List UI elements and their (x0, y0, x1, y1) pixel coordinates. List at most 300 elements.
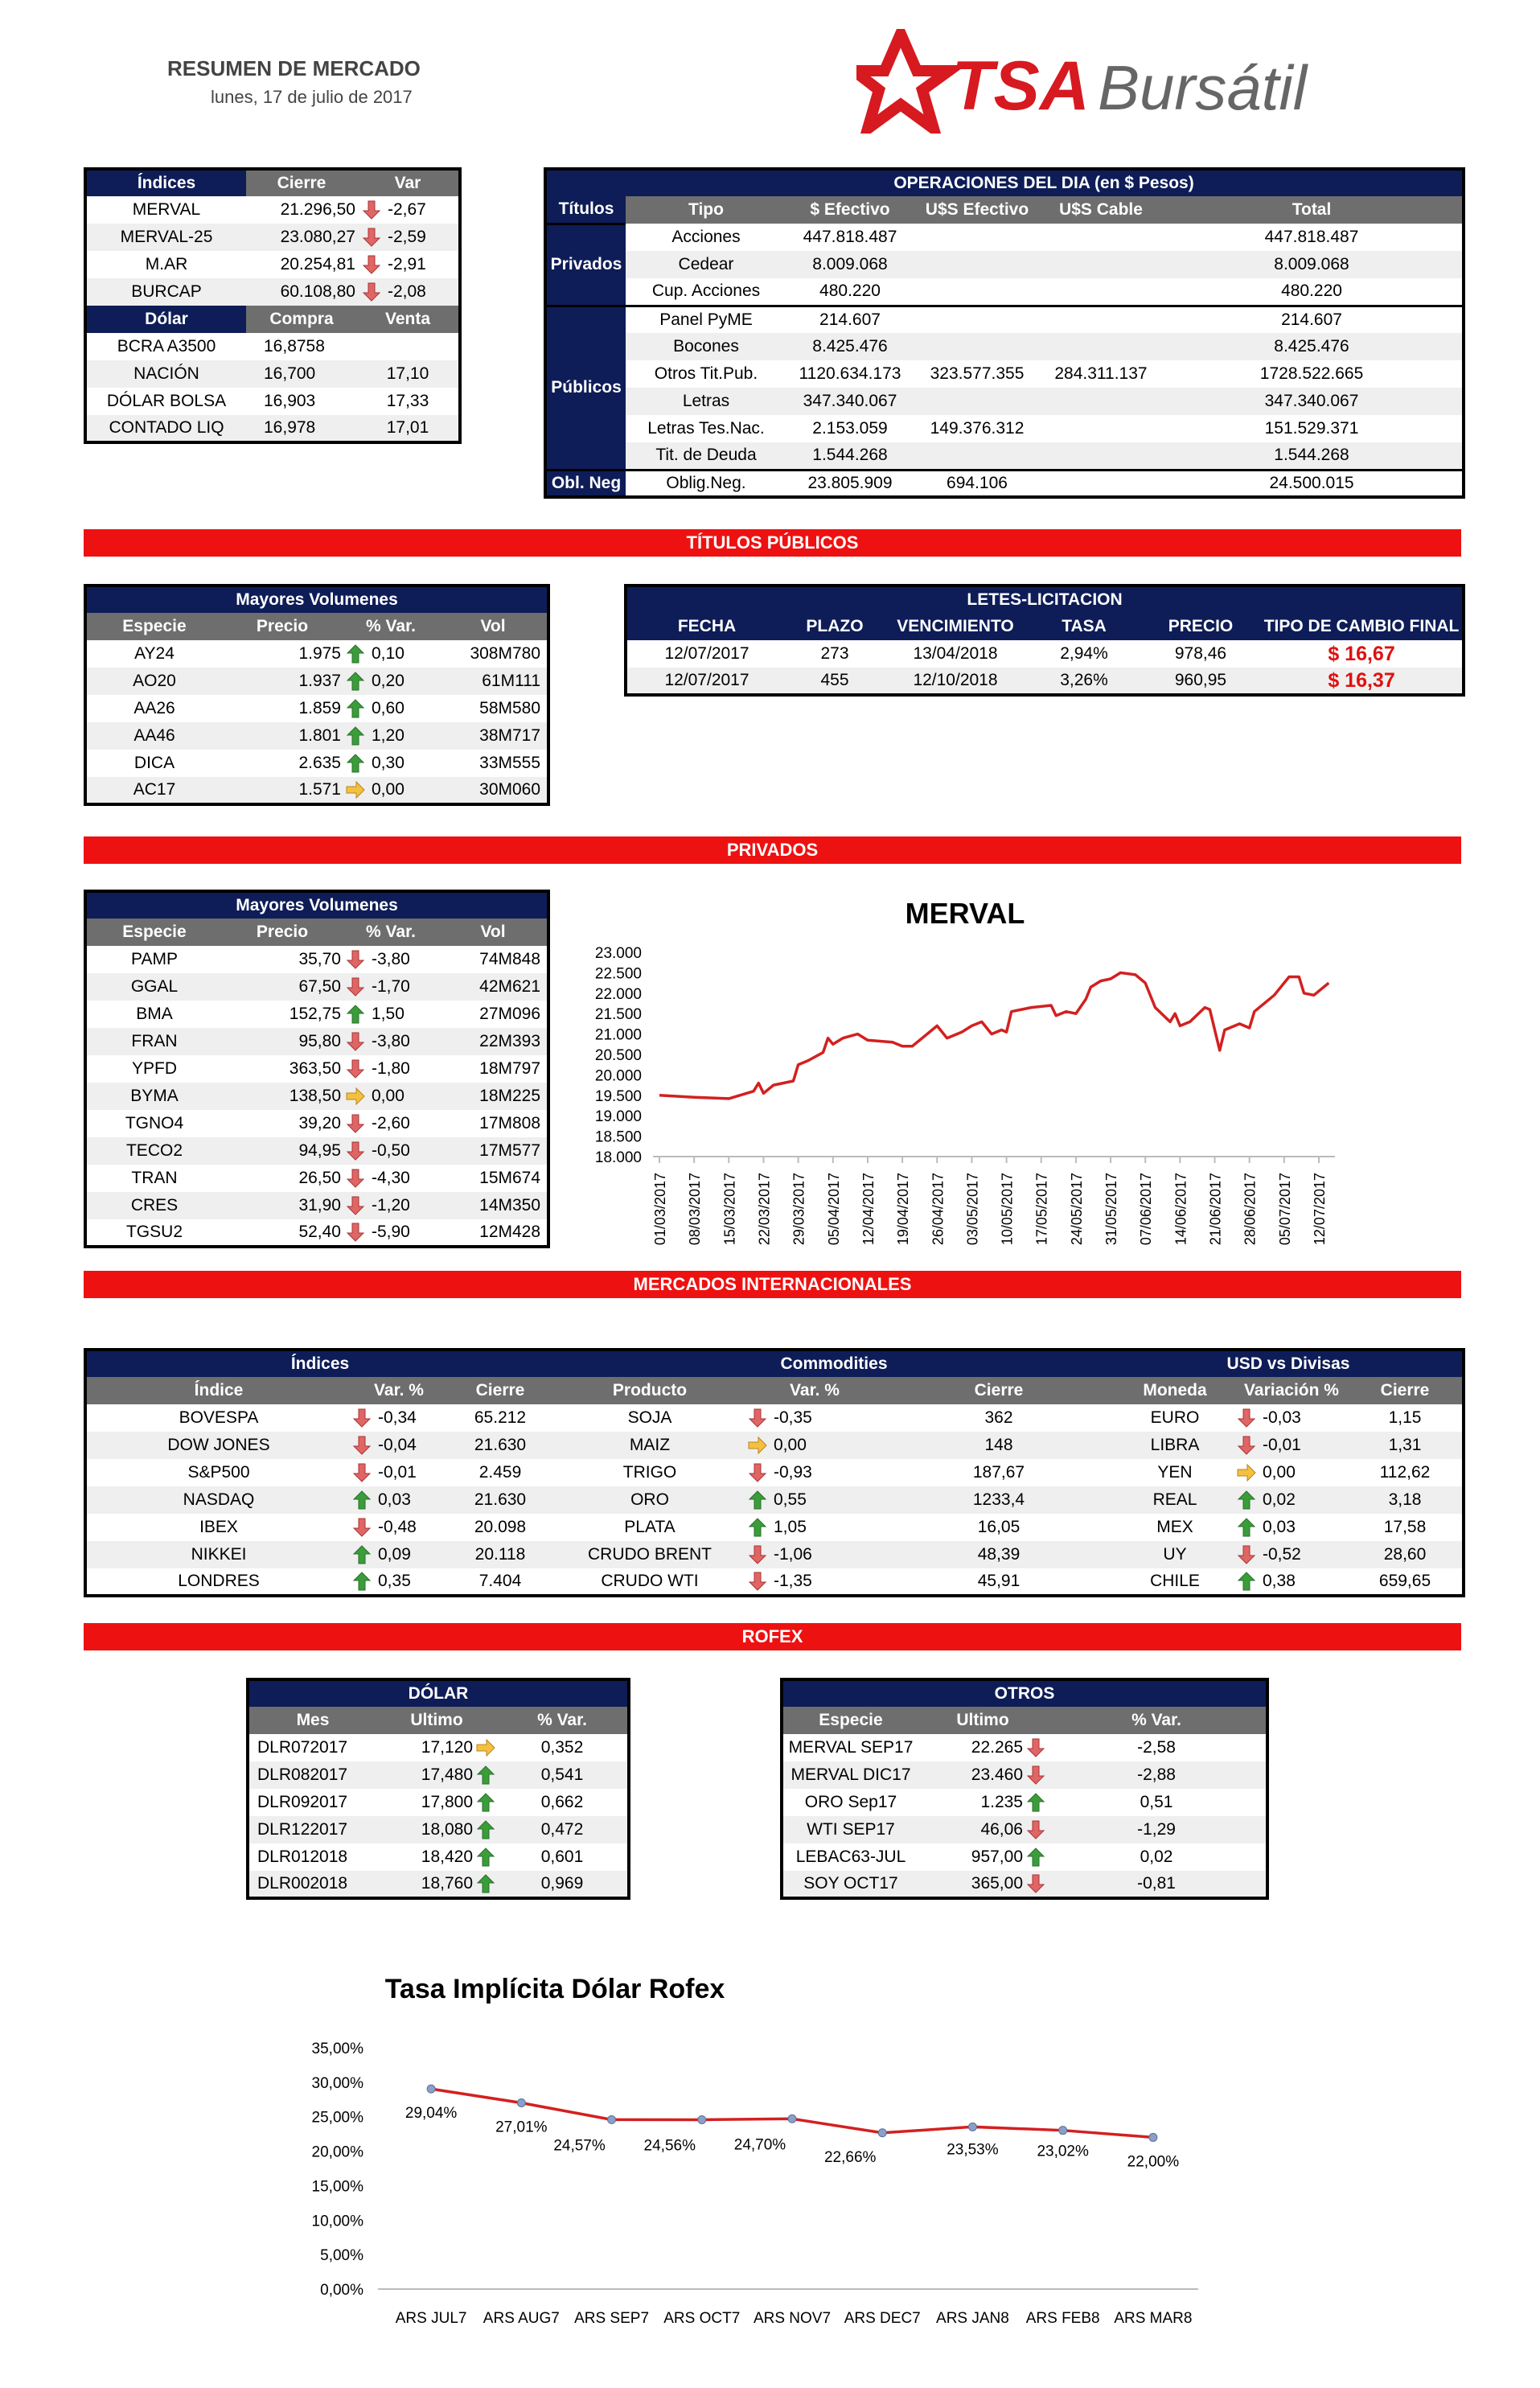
operaciones-row (545, 470, 1464, 497)
rofex-especie (782, 1843, 918, 1871)
precio (222, 777, 343, 804)
internacionales-row (85, 1459, 1464, 1486)
y-tick-label: 20.500 (594, 1047, 642, 1064)
especie-text: YPFD (131, 1059, 177, 1078)
moneda-name-text: YEN (1157, 1463, 1193, 1482)
x-tick-label: 21/06/2017 (1207, 1173, 1224, 1246)
operaciones-row (545, 388, 1464, 415)
operacion-tipo (626, 278, 786, 306)
column-header (1140, 613, 1261, 640)
y-tick-label: 15,00% (311, 2178, 363, 2196)
operacion-usd-cable (1041, 251, 1161, 278)
column-header-text: Ultimo (956, 1711, 1009, 1729)
precio (222, 1137, 343, 1165)
tasa-point (788, 2115, 796, 2123)
variacion (343, 1055, 439, 1083)
column-header (248, 1707, 376, 1734)
producto-var (746, 1568, 883, 1596)
indice-var-text: -0,01 (378, 1462, 417, 1482)
indice-name-text: IBEX (199, 1518, 238, 1536)
variacion (343, 1137, 439, 1165)
operacion-efectivo (786, 442, 914, 470)
x-tick-label: ARS AUG7 (483, 2310, 560, 2327)
column-header-text: Índices (137, 174, 196, 192)
rofex-ultimo (918, 1761, 1047, 1789)
tsa-star-icon (856, 29, 1355, 134)
tasa-point (968, 2123, 976, 2131)
operacion-total (1161, 388, 1464, 415)
x-tick-label: ARS DEC7 (844, 2310, 921, 2327)
indice-name (85, 1486, 351, 1514)
arrow-down-icon (346, 1114, 365, 1133)
volumen (439, 1219, 548, 1247)
precio (222, 695, 343, 722)
operacion-total-text: 480.220 (1281, 282, 1342, 301)
arrow-up-icon (1026, 1848, 1045, 1867)
variacion (343, 722, 439, 750)
column-header (351, 1377, 447, 1404)
rofex-var (497, 1843, 629, 1871)
precio (222, 1192, 343, 1219)
arrow-up-icon (346, 699, 365, 718)
rofex-ultimo (918, 1816, 1047, 1843)
column-header (222, 919, 343, 946)
rofex-ultimo (918, 1871, 1047, 1898)
column-header (357, 169, 460, 196)
moneda-cierre-text: 3,18 (1388, 1490, 1422, 1509)
precio (222, 750, 343, 777)
operacion-usd-efectivo-text: 149.376.312 (930, 419, 1025, 438)
volumen (439, 777, 548, 804)
volumen-text: 22M393 (479, 1032, 541, 1050)
volumen (439, 1192, 548, 1219)
y-tick-label: 25,00% (311, 2109, 363, 2127)
x-tick-label: 17/05/2017 (1033, 1173, 1050, 1246)
rofex-var (1047, 1734, 1267, 1761)
page-title: RESUMEN DE MERCADO (167, 56, 421, 80)
operacion-efectivo (786, 251, 914, 278)
operacion-usd-efectivo (914, 278, 1041, 306)
indice-var (351, 1541, 447, 1568)
precio (222, 1165, 343, 1192)
letes-vencimiento-text: 12/10/2018 (913, 671, 998, 689)
rofex-var-text: -0,81 (1137, 1874, 1176, 1893)
especie (85, 1165, 222, 1192)
rofex-ultimo-text: 18,760 (421, 1873, 473, 1893)
moneda-name (1115, 1459, 1235, 1486)
rofex-especie (248, 1789, 376, 1816)
dolar-name (85, 415, 246, 442)
especie-text: AA26 (133, 699, 175, 717)
column-header-text: Cierre (277, 174, 326, 192)
indice-var-text: 0,09 (378, 1544, 411, 1564)
producto-cierre (883, 1459, 1115, 1486)
rofex-var (1047, 1761, 1267, 1789)
internacionales-group-row (85, 1350, 1464, 1377)
data-label: 23,53% (947, 2141, 999, 2159)
letes-tipo-cambio (1261, 640, 1464, 668)
arrow-down-icon (346, 977, 365, 997)
variacion-text: 1,20 (372, 725, 405, 745)
arrow-right-icon (1237, 1463, 1256, 1482)
column-header (1041, 196, 1161, 224)
column-header-text: Variación % (1244, 1381, 1339, 1400)
especie-text: AA46 (133, 726, 175, 745)
arrow-up-icon (1237, 1518, 1256, 1537)
column-header-text: Precio (256, 617, 309, 635)
operacion-tipo-text: Letras (682, 392, 730, 410)
internacionales-row (85, 1432, 1464, 1459)
volumen-text: 58M580 (479, 699, 541, 717)
precio-text: 1.801 (298, 726, 341, 745)
operacion-efectivo (786, 333, 914, 360)
column-header-text: Tipo (688, 200, 724, 219)
variacion-text: 0,00 (372, 1086, 405, 1105)
tasa-point (608, 2115, 616, 2123)
banner-privados: PRIVADOS (84, 836, 1461, 864)
operacion-usd-cable (1041, 415, 1161, 442)
column-header (85, 1377, 351, 1404)
y-tick-label: 18.500 (594, 1128, 642, 1146)
variacion-text: -0,50 (372, 1141, 410, 1160)
operaciones-row (545, 251, 1464, 278)
rofex-var (497, 1789, 629, 1816)
operaciones-row (545, 306, 1464, 333)
rofex-ultimo (918, 1734, 1047, 1761)
moneda-var-text: 0,03 (1263, 1517, 1296, 1536)
index-var-text: -2,67 (388, 199, 426, 219)
operacion-total (1161, 224, 1464, 251)
letes-precio-text: 960,95 (1174, 671, 1227, 689)
operacion-efectivo (786, 360, 914, 388)
variacion-text: 0,20 (372, 671, 405, 690)
operacion-usd-efectivo (914, 470, 1041, 497)
column-header-text: Ultimo (410, 1711, 463, 1729)
y-tick-label: 18.000 (594, 1149, 642, 1166)
rofex-especie (782, 1789, 918, 1816)
indice-var-text: -0,48 (378, 1517, 417, 1536)
indice-cierre-text: 20.118 (474, 1545, 526, 1564)
column-header-text: % Var. (366, 617, 416, 635)
volumen (439, 1110, 548, 1137)
letes-table (624, 584, 1465, 697)
privados-volumenes-table (84, 890, 550, 1248)
variacion-text: -5,90 (372, 1222, 410, 1241)
operacion-efectivo-text: 23.805.909 (807, 473, 893, 492)
internacionales-table (84, 1348, 1465, 1597)
column-header (545, 196, 626, 224)
logo-text (1045, 0, 1050, 1)
arrow-down-icon (352, 1408, 372, 1428)
rofex-ultimo (376, 1871, 497, 1898)
publicos_vol-header-row (85, 613, 548, 640)
producto-name (553, 1404, 746, 1432)
moneda-var (1235, 1432, 1348, 1459)
rofex_dolar-row (248, 1761, 629, 1789)
producto-cierre-text: 45,91 (977, 1572, 1021, 1590)
moneda-var (1235, 1459, 1348, 1486)
index-close-text: 23.080,27 (280, 228, 355, 246)
privados_vol-row (85, 1083, 548, 1110)
arrow-down-icon (1026, 1874, 1045, 1893)
column-header-text: PLAZO (806, 617, 864, 635)
rofex-especie-text: MERVAL SEP17 (788, 1738, 914, 1757)
moneda-var (1235, 1541, 1348, 1568)
arrow-up-icon (346, 754, 365, 773)
y-tick-label: 21.500 (594, 1006, 642, 1024)
svg-text:TSA: TSA (951, 47, 1090, 125)
group-title-indices (85, 1350, 553, 1377)
rofex-var (1047, 1871, 1267, 1898)
operacion-total-text: 347.340.067 (1264, 392, 1359, 410)
x-tick-label: 08/03/2017 (687, 1173, 704, 1246)
arrow-down-icon (748, 1545, 767, 1564)
column-header (1235, 1377, 1348, 1404)
table-title-text: OTROS (994, 1684, 1055, 1703)
rofex-ultimo (918, 1789, 1047, 1816)
privados_vol-row (85, 1028, 548, 1055)
indices-row (85, 224, 460, 251)
publicos_vol-row (85, 695, 548, 722)
especie (85, 1137, 222, 1165)
x-tick-label: ARS JAN8 (936, 2310, 1009, 2327)
index-var (357, 224, 460, 251)
arrow-up-icon (346, 672, 365, 691)
indice-var-text: -0,04 (378, 1435, 417, 1454)
indice-name-text: S&P500 (187, 1463, 250, 1482)
producto-name (553, 1486, 746, 1514)
table-title (626, 586, 1464, 613)
letes-vencimiento (883, 668, 1028, 695)
variacion-text: -1,20 (372, 1195, 410, 1215)
arrow-up-icon (748, 1518, 767, 1537)
precio-text: 138,50 (289, 1087, 341, 1105)
moneda-var-text: 0,02 (1263, 1490, 1296, 1509)
precio-text: 1.571 (298, 780, 341, 799)
operacion-tipo-text: Tit. de Deuda (655, 446, 757, 465)
precio-text: 35,70 (298, 950, 341, 968)
publicos-volumenes-table (84, 584, 550, 806)
operacion-tipo-text: Cup. Acciones (651, 282, 761, 301)
especie-text: AC17 (133, 780, 176, 799)
group-title-indices-text: Índices (290, 1354, 350, 1373)
producto-cierre-text: 362 (984, 1408, 1013, 1427)
letes-fecha-text: 12/07/2017 (664, 671, 749, 689)
precio (222, 1110, 343, 1137)
dolar-name-text: NACIÓN (133, 364, 199, 383)
producto-cierre-text: 48,39 (977, 1545, 1021, 1564)
y-tick-label: 35,00% (311, 2041, 363, 2057)
arrow-right-icon (748, 1436, 767, 1455)
producto-cierre (883, 1432, 1115, 1459)
data-label: 29,04% (405, 2105, 458, 2123)
rofex_otros-row (782, 1843, 1267, 1871)
operacion-total-text: 447.818.487 (1264, 228, 1359, 246)
rofex-especie (248, 1816, 376, 1843)
tasa-point (878, 2129, 886, 2137)
rofex-especie-text: ORO Sep17 (804, 1793, 897, 1811)
index-var-text: -2,08 (388, 282, 426, 301)
column-header-text: $ Efectivo (810, 200, 890, 219)
rofex_otros-row (782, 1734, 1267, 1761)
arrow-down-icon (1026, 1820, 1045, 1839)
arrow-down-icon (362, 255, 381, 274)
operaciones-row (545, 442, 1464, 470)
producto-var (746, 1486, 883, 1514)
tasa-implicita-chart (290, 1963, 1255, 2365)
internacionales-row (85, 1514, 1464, 1541)
arrow-right-icon (346, 780, 365, 799)
letes-fecha (626, 668, 786, 695)
operacion-efectivo-text: 8.009.068 (812, 255, 888, 273)
column-header-text: FECHA (677, 617, 737, 635)
producto-name (553, 1514, 746, 1541)
indice-cierre-text: 21.630 (474, 1490, 527, 1509)
producto-cierre-text: 187,67 (972, 1463, 1025, 1482)
arrow-down-icon (346, 1223, 365, 1242)
moneda-var (1235, 1486, 1348, 1514)
column-header (376, 1707, 497, 1734)
rofex-especie (248, 1843, 376, 1871)
especie (85, 695, 222, 722)
moneda-cierre (1348, 1404, 1464, 1432)
operacion-tipo-text: Panel PyME (659, 310, 753, 329)
volumen-text: 18M797 (479, 1059, 541, 1078)
operacion-tipo-text: Bocones (673, 337, 739, 356)
data-label: 24,70% (733, 2136, 786, 2154)
rofex-var-text: 0,601 (540, 1848, 584, 1866)
x-tick-label: 10/05/2017 (999, 1173, 1016, 1246)
producto-cierre (883, 1514, 1115, 1541)
operacion-tipo (626, 251, 786, 278)
indice-var-text: 0,35 (378, 1571, 411, 1590)
producto-var-text: -1,35 (774, 1571, 812, 1590)
rofex_otros-row (782, 1816, 1267, 1843)
operacion-total (1161, 415, 1464, 442)
arrow-up-icon (352, 1490, 372, 1510)
variacion-text: -2,60 (372, 1113, 410, 1132)
rofex_otros-row (782, 1871, 1267, 1898)
privados_vol-title-row (85, 891, 548, 919)
letes-vencimiento-text: 13/04/2018 (913, 644, 998, 663)
variacion (343, 640, 439, 668)
especie (85, 1110, 222, 1137)
operacion-usd-efectivo (914, 442, 1041, 470)
rofex-ultimo-text: 365,00 (971, 1873, 1023, 1893)
x-tick-label: 15/03/2017 (721, 1173, 738, 1246)
producto-name-text: MAIZ (629, 1436, 671, 1454)
rofex-especie-text: DLR092017 (257, 1793, 348, 1811)
especie-text: TGSU2 (125, 1223, 183, 1241)
banner-titulos-publicos: TÍTULOS PÚBLICOS (84, 529, 1461, 557)
rofex_dolar-row (248, 1816, 629, 1843)
arrow-up-icon (476, 1765, 495, 1785)
column-header (343, 919, 439, 946)
rofex-ultimo-text: 46,06 (980, 1819, 1023, 1839)
operacion-usd-cable (1041, 333, 1161, 360)
operaciones-row (545, 224, 1464, 251)
rofex_dolar-row (248, 1871, 629, 1898)
table-title (85, 586, 548, 613)
operacion-total (1161, 360, 1464, 388)
column-header-text: Vol (480, 923, 506, 941)
variacion-text: -3,80 (372, 949, 410, 968)
operacion-total (1161, 442, 1464, 470)
rofex-ultimo-text: 957,00 (971, 1847, 1023, 1866)
moneda-name-text: UY (1163, 1545, 1187, 1564)
column-header-text: TIPO DE CAMBIO FINAL (1263, 617, 1460, 635)
producto-name-text: CRUDO WTI (601, 1572, 699, 1590)
variacion (343, 1028, 439, 1055)
dolar-row (85, 333, 460, 360)
especie-text: FRAN (131, 1032, 178, 1050)
operacion-usd-efectivo-text: 694.106 (947, 473, 1008, 492)
y-tick-label: 19.500 (594, 1087, 642, 1105)
indice-cierre-text: 20.098 (474, 1518, 527, 1536)
column-header-text: Producto (612, 1381, 688, 1400)
indice-name (85, 1514, 351, 1541)
operacion-total-text: 8.009.068 (1274, 255, 1349, 273)
arrow-up-icon (346, 1005, 365, 1024)
rofex-especie (782, 1734, 918, 1761)
table-title-text: DÓLAR (408, 1684, 469, 1703)
especie (85, 1028, 222, 1055)
operaciones-group-label (545, 306, 626, 470)
x-tick-label: 05/07/2017 (1276, 1173, 1293, 1246)
operacion-usd-efectivo (914, 360, 1041, 388)
rofex-var-text: 0,969 (540, 1874, 584, 1893)
rofex_dolar-row (248, 1789, 629, 1816)
x-tick-label: ARS FEB8 (1025, 2310, 1100, 2327)
especie (85, 1083, 222, 1110)
x-tick-label: 14/06/2017 (1172, 1173, 1189, 1246)
variacion-text: -4,30 (372, 1168, 410, 1187)
arrow-down-icon (748, 1463, 767, 1482)
indice-name-text: DOW JONES (167, 1436, 270, 1454)
index-var-text: -2,91 (388, 254, 426, 273)
moneda-cierre-text: 28,60 (1383, 1545, 1427, 1564)
column-header-text: % Var. (366, 923, 416, 941)
column-header-text: U$S Efectivo (925, 200, 1029, 219)
merval-series-line (659, 972, 1329, 1099)
letes-fecha-text: 12/07/2017 (664, 644, 749, 663)
moneda-name-text: LIBRA (1150, 1436, 1200, 1454)
letes-tasa (1028, 668, 1140, 695)
column-header (786, 613, 883, 640)
x-tick-label: 31/05/2017 (1103, 1173, 1120, 1246)
moneda-name-text: MEX (1156, 1518, 1193, 1536)
y-tick-label: 30,00% (311, 2074, 363, 2092)
operacion-usd-cable (1041, 360, 1161, 388)
especie-text: DICA (133, 754, 175, 772)
index-close (246, 224, 357, 251)
dolar-compra-text: 16,903 (264, 392, 316, 410)
x-tick-label: 26/04/2017 (930, 1173, 947, 1246)
indices-table (84, 167, 462, 444)
dolar-venta-text: 17,01 (386, 418, 429, 437)
table-title-text: Mayores Volumenes (236, 590, 398, 609)
column-header-text: Especie (122, 617, 187, 635)
x-tick-label: ARS OCT7 (663, 2310, 741, 2327)
indice-name (85, 1568, 351, 1596)
operacion-tipo-text: Otros Tit.Pub. (654, 364, 758, 383)
operaciones-title (626, 169, 1464, 196)
variacion (343, 695, 439, 722)
operacion-tipo (626, 333, 786, 360)
dolar-row (85, 388, 460, 415)
operacion-total (1161, 333, 1464, 360)
moneda-cierre (1348, 1486, 1464, 1514)
